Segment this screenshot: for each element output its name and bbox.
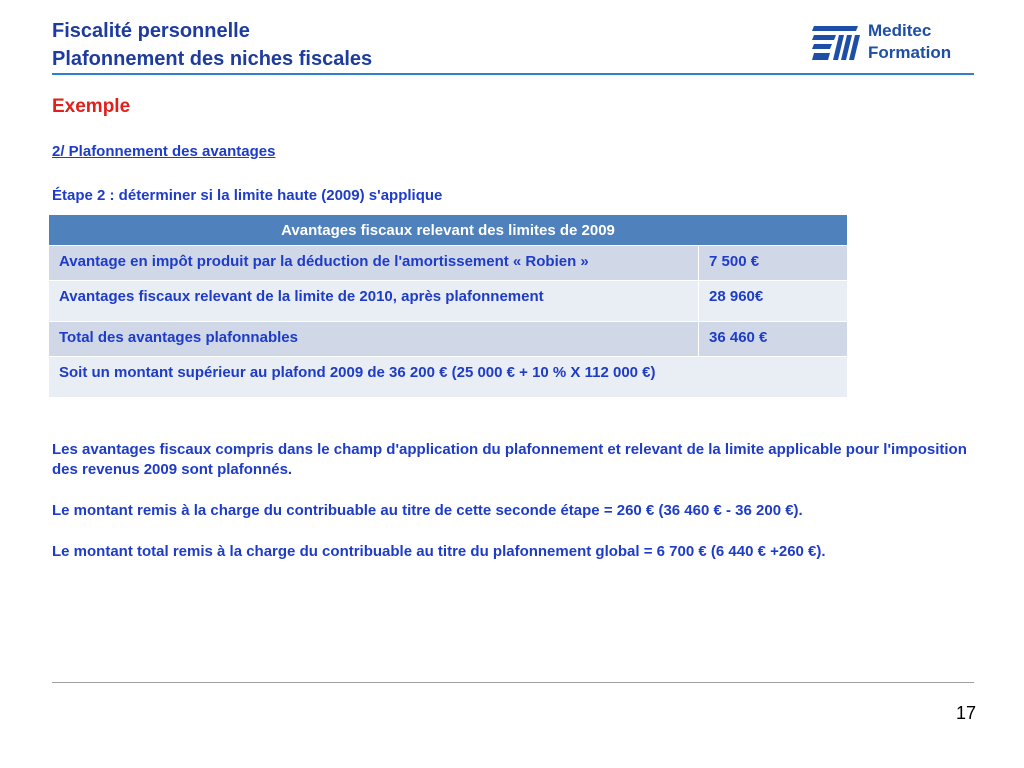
header-divider [52, 73, 974, 75]
table-cell-label: Total des avantages plafonnables [49, 322, 699, 357]
table-cell-label: Avantages fiscaux relevant de la limite de 2010, après plafonnement [49, 281, 699, 322]
table-row [49, 357, 848, 398]
meditec-logo [812, 20, 972, 66]
table-row [49, 246, 848, 281]
table-row [49, 281, 848, 322]
subheading: 2/ Plafonnement des avantages [52, 143, 276, 160]
table-cell-value: 7 500 € [699, 246, 848, 281]
paragraph-capped-advantages: Les avantages fiscaux compris dans le champ d'application du plafonnement et relevant de la limite applicable pour l'imposition des revenus 2009 sont plafonnés. [52, 441, 967, 478]
paragraph-second-step-amount: Le montant remis à la charge du contribuable au titre de cette seconde étape = 260 € (36 460 € - 36 200 €). [52, 502, 803, 519]
step-heading: Étape 2 : déterminer si la limite haute (2009) s'applique [52, 187, 443, 204]
advantages-table [48, 214, 848, 398]
logo-text-line-1: Meditec [868, 21, 932, 40]
section-heading: Exemple [52, 96, 131, 117]
logo-text-line-2: Formation [868, 43, 952, 62]
table-cell-value: 28 960€ [699, 281, 848, 322]
table-row [49, 322, 848, 357]
paragraph-total-amount: Le montant total remis à la charge du contribuable au titre du plafonnement global = 6 700 € (6 440 € +260 €). [52, 543, 826, 560]
slide-title-line-1: Fiscalité personnelle [52, 20, 250, 42]
page-number: 17 [955, 703, 976, 723]
table-header: Avantages fiscaux relevant des limites de 2009 [49, 215, 848, 246]
slide-title-line-2: Plafonnement des niches fiscales [52, 48, 373, 70]
table-cell-summary: Soit un montant supérieur au plafond 2009 de 36 200 € (25 000 € + 10 % X 112 000 €) [49, 357, 848, 398]
table-cell-label: Avantage en impôt produit par la déduction de l'amortissement « Robien » [49, 246, 699, 281]
meditec-logo-icon [812, 22, 860, 64]
footer-divider [52, 682, 974, 683]
table-cell-value: 36 460 € [699, 322, 848, 357]
table-header-row [49, 215, 848, 246]
